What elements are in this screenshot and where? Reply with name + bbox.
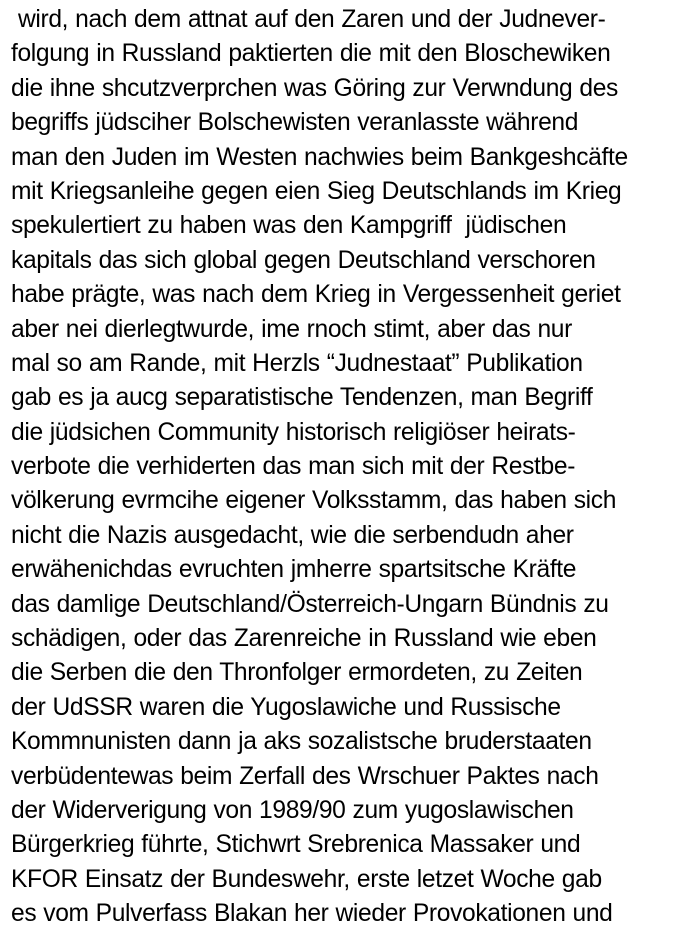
text-line-22: Kommnunisten dann ja aks sozalistsche bruderstaaten: [11, 728, 592, 756]
text-line-6: mit Kriegsanleihe gegen eien Sieg Deutschlands im Krieg: [11, 177, 622, 205]
text-line-25: Bürgerkrieg führte, Stichwrt Srebrenica Massaker und: [11, 831, 581, 859]
text-line-16: nicht die Nazis ausgedacht, wie die serbendudn aher: [11, 521, 574, 549]
text-line-19: schädigen, oder das Zarenreiche in Russland wie eben: [11, 625, 597, 653]
text-line-18: das damlige Deutschland/Österreich-Ungarn Bündnis zu: [11, 590, 609, 618]
body-text: [11, 3, 681, 932]
text-line-2: folgung in Russland paktierten die mit den Bloschewiken: [11, 40, 611, 68]
text-line-12: gab es ja aucg separatistische Tendenzen, man Begriff: [11, 384, 593, 412]
text-line-4: begriffs jüdsciher Bolschewisten veranlasste während: [11, 109, 579, 137]
text-line-3: die ihne shcutzverprchen was Göring zur Verwndung des: [11, 74, 618, 102]
text-line-7: spekulertiert zu haben was den Kampgriff jüdischen: [11, 212, 567, 240]
text-line-20: die Serben die den Thronfolger ermordeten, zu Zeiten: [11, 659, 583, 687]
text-line-1: wird, nach dem attnat auf den Zaren und der Judnever-: [11, 6, 606, 33]
text-line-23: verbüdentewas beim Zerfall des Wrschuer Paktes nach: [11, 762, 599, 790]
text-line-10: aber nei dierlegtwurde, ime rnoch stimt, aber das nur: [11, 315, 572, 343]
text-line-13: die jüdsichen Community historisch religiöser heirats-: [11, 418, 576, 446]
text-line-21: der UdSSR waren die Yugoslawiche und Russische: [11, 693, 561, 721]
text-line-17: erwähenichdas evruchten jmherre spartsitsche Kräfte: [11, 556, 577, 584]
text-line-11: mal so am Rande, mit Herzls “Judnestaat” Publikation: [11, 349, 583, 377]
text-line-27: es vom Pulverfass Blakan her wieder Provokationen und: [11, 900, 613, 928]
text-line-8: kapitals das sich global gegen Deutschland verschoren: [11, 246, 596, 274]
text-line-24: der Widerverigung von 1989/90 zum yugoslawischen: [11, 796, 574, 824]
text-line-9: habe prägte, was nach dem Krieg in Vergessenheit geriet: [11, 281, 621, 309]
text-line-26: KFOR Einsatz der Bundeswehr, erste letzet Woche gab: [11, 865, 602, 893]
text-line-15: völkerung evrmcihe eigener Volksstamm, das haben sich: [11, 487, 617, 515]
text-line-14: verbote die verhiderten das man sich mit der Restbe-: [11, 453, 576, 481]
text-line-5: man den Juden im Westen nachwies beim Bankgeshcäfte: [11, 143, 628, 171]
